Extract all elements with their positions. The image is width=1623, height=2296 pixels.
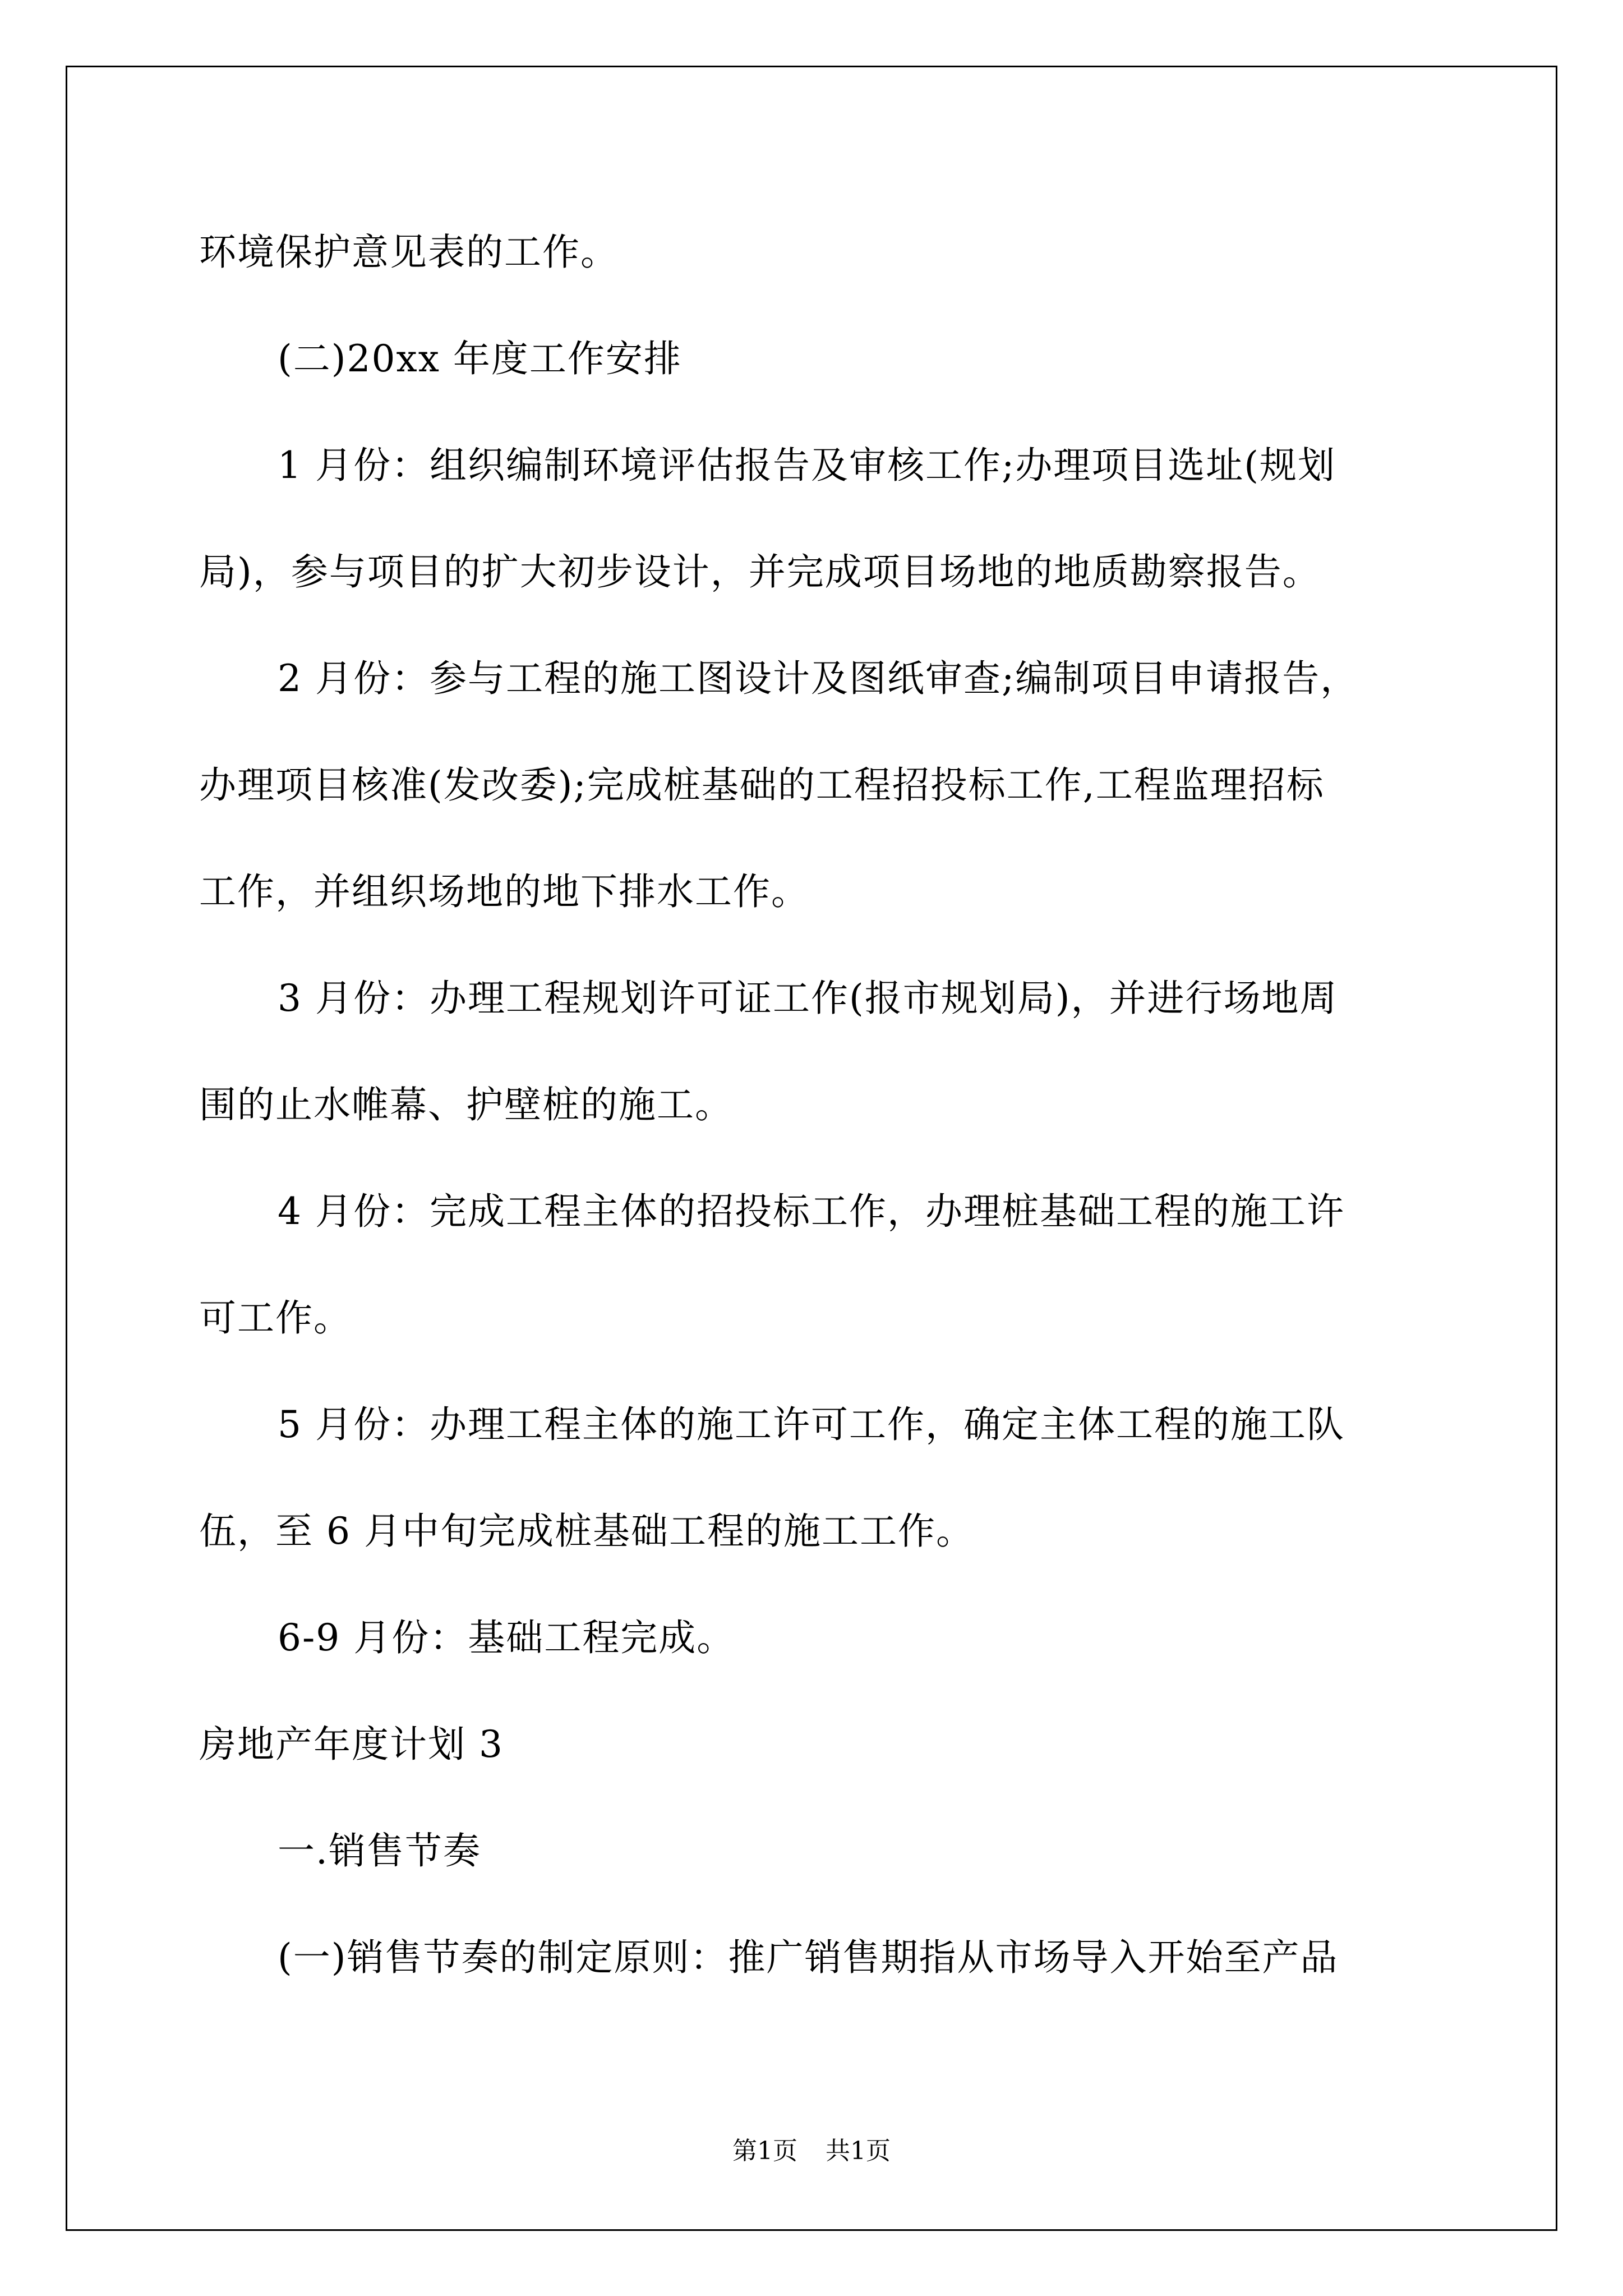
paragraph-line: 5 月份：办理工程主体的施工许可工作，确定主体工程的施工队 xyxy=(278,1403,1345,1446)
paragraph-line: 围的止水帷幕、护壁桩的施工。 xyxy=(199,1083,733,1126)
paragraph-line: 2 月份：参与工程的施工图设计及图纸审查;编制项目申请报告， xyxy=(278,657,1359,700)
paragraph-line: 可工作。 xyxy=(199,1296,352,1340)
paragraph-line: 1 月份：组织编制环境评估报告及审核工作;办理项目选址(规划 xyxy=(278,444,1336,487)
paragraph-line: 环境保护意见表的工作。 xyxy=(199,231,619,274)
paragraph-line: 局)，参与项目的扩大初步设计，并完成项目场地的地质勘察报告。 xyxy=(199,550,1321,593)
paragraph-line: 4 月份：完成工程主体的招投标工作，办理桩基础工程的施工许 xyxy=(278,1190,1345,1233)
page-border xyxy=(66,66,1557,2231)
page-total: 共1页 xyxy=(826,2137,891,2165)
document-title: 房地产年度计划 3 xyxy=(199,1723,504,1766)
page-number: 第1页 xyxy=(732,2137,797,2165)
paragraph-line: (一)销售节奏的制定原则：推广销售期指从市场导入开始至产品 xyxy=(278,1936,1339,1979)
section-heading: 一.销售节奏 xyxy=(278,1829,481,1872)
paragraph-line: 伍，至 6 月中旬完成桩基础工程的施工工作。 xyxy=(199,1510,974,1553)
paragraph-line: 3 月份：办理工程规划许可证工作(报市规划局)，并进行场地周 xyxy=(278,977,1338,1020)
section-heading: (二)20xx 年度工作安排 xyxy=(278,337,682,380)
paragraph-line: 办理项目核准(发改委);完成桩基础的工程招投标工作,工程监理招标 xyxy=(199,763,1325,807)
paragraph-line: 6-9 月份：基础工程完成。 xyxy=(278,1616,735,1659)
page-footer xyxy=(0,2134,1623,2168)
paragraph-line: 工作，并组织场地的地下排水工作。 xyxy=(199,870,809,913)
